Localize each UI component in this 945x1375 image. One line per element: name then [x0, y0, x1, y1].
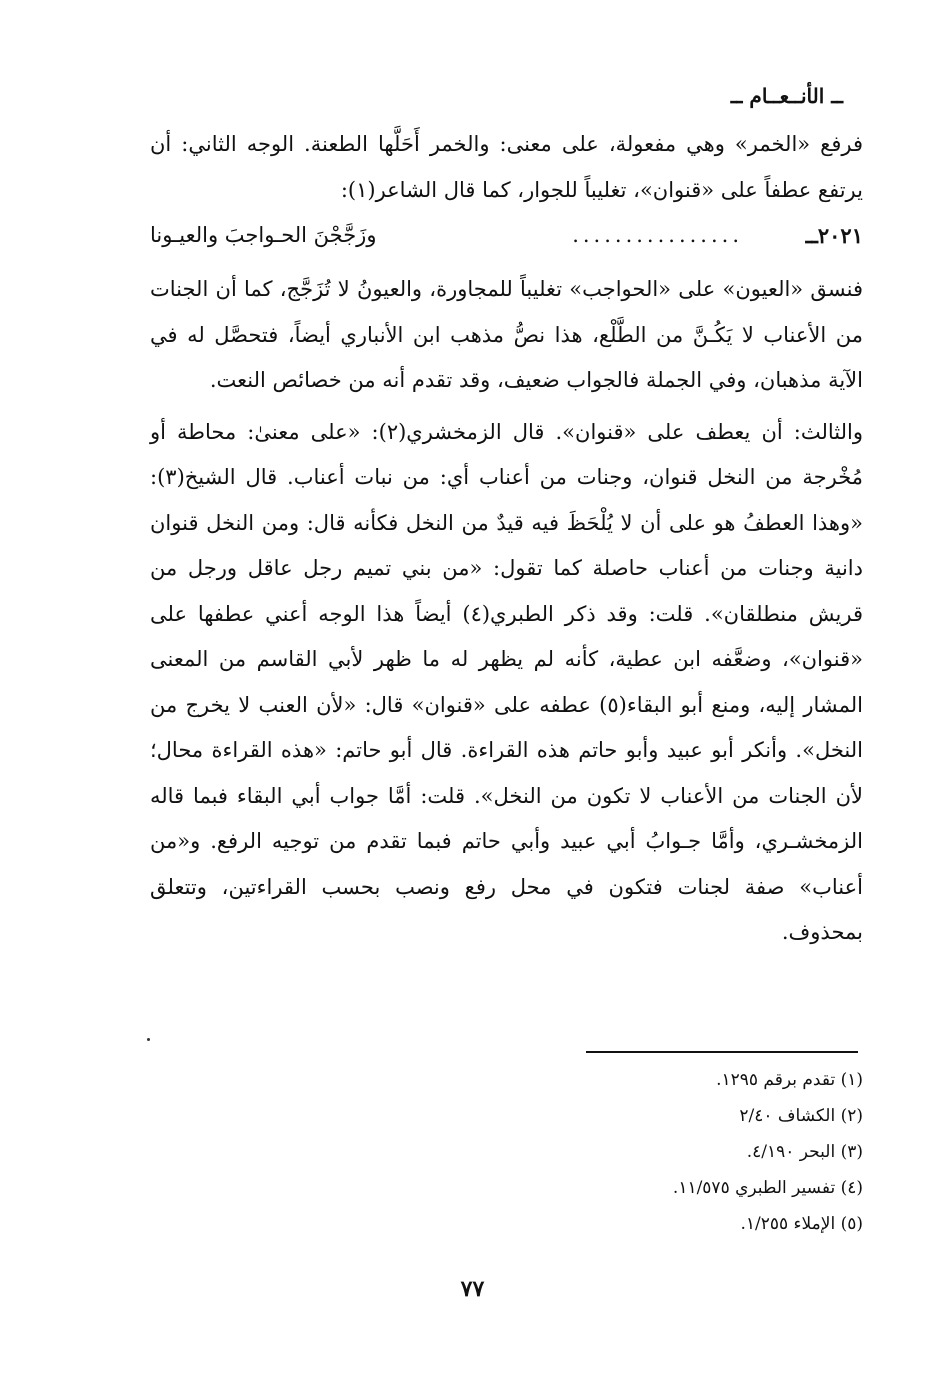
footnote-3: (٣) البحر ٤/١٩٠.	[746, 1142, 863, 1162]
poetry-verse	[150, 213, 863, 257]
scan-speck	[147, 1038, 150, 1041]
spacer	[150, 257, 863, 267]
verse-ellipsis: ................	[572, 223, 743, 247]
footnote-1: (١) تقدم برقم ١٢٩٥.	[716, 1070, 863, 1090]
footnotes	[673, 1062, 863, 1242]
footnote-5: (٥) الإملاء ١/٢٥٥.	[740, 1214, 863, 1234]
paragraph-3: والثالث: أن يعطف على «قنوان». قال الزمخشري(٢): «على معنىٰ: محاطة أو مُخْرجة من النخل قنوان، وجنات من أعناب أي: من نبات أعناب. قال الشيخ(٣): «وهذا العطفُ هو على أن لا يُلْحَظَ فيه قيدٌ من النخل فكأنه قال: ومن النخل قنوان دانية وجنات من أعناب حاصلة كما تقول: «من بني تميم رجل عاقل ورجل من قريش منطلقان». قلت: وقد ذكر الطبري(٤) أيضاً هذا الوجه أعني عطفها على «قنوان»، وضعَّفه ابن عطية، كأنه لم يظهر له ما ظهر لأبي القاسم من المعنى المشار إليه، ومنع أبو البقاء(٥) عطفه على «قنوان» قال: «لأن العنب لا يخرج من النخل». وأنكر أبو عبيد وأبو حاتم هذه القراءة. قال أبو حاتم: «هذه القراءة محال؛ لأن الجنات من الأعناب لا تكون من النخل». قلت: أمَّا جواب أبي البقاء فبما قاله الزمخشـري، وأمَّا جـوابُ أبي عبيد وأبي حاتم فبما تقدم من توجيه الرفع. و«من أعناب» صفة لجنات فتكون في محل رفع ونصب بحسب القراءتين، وتتعلق بمحذوف.	[150, 419, 863, 944]
paragraph-2: فنسق «العيون» على «الحواجب» تغليباً للمجاورة، والعيونُ لا تُزَجَّج، كما أن الجنات من الأعناب لا يَكُـنَّ من الطَّلْع، هذا نصُّ مذهب ابن الأنباري أيضاً، فتحصَّل له في الآية مذهبان، وفي الجملة فالجواب ضعيف، وقد تقدم أنه من خصائص النعت.	[150, 277, 863, 392]
footnote-2: (٢) الكشاف ٢/٤٠	[739, 1106, 863, 1126]
paragraph-1: فرفع «الخمر» وهي مفعولة، على معنى: والخمر أَحَلَّها الطعنة. الوجه الثاني: أن يرتفع عطفاً على «قنوان»، تغليباً للجوار، كما قال الشاعر(١):	[150, 132, 863, 202]
running-header: ــ الأنــعــام ــ	[730, 84, 843, 108]
main-text	[150, 122, 863, 956]
page-number: ٧٧	[460, 1276, 485, 1302]
verse-half-line: وزَجَّجْنَ الحـواجبَ والعيـونا	[150, 223, 377, 247]
footnote-4: (٤) تفسير الطبري ١١/٥٧٥.	[672, 1178, 863, 1198]
footnote-separator	[586, 1051, 858, 1053]
verse-number: ٢٠٢١ــ	[805, 223, 863, 248]
